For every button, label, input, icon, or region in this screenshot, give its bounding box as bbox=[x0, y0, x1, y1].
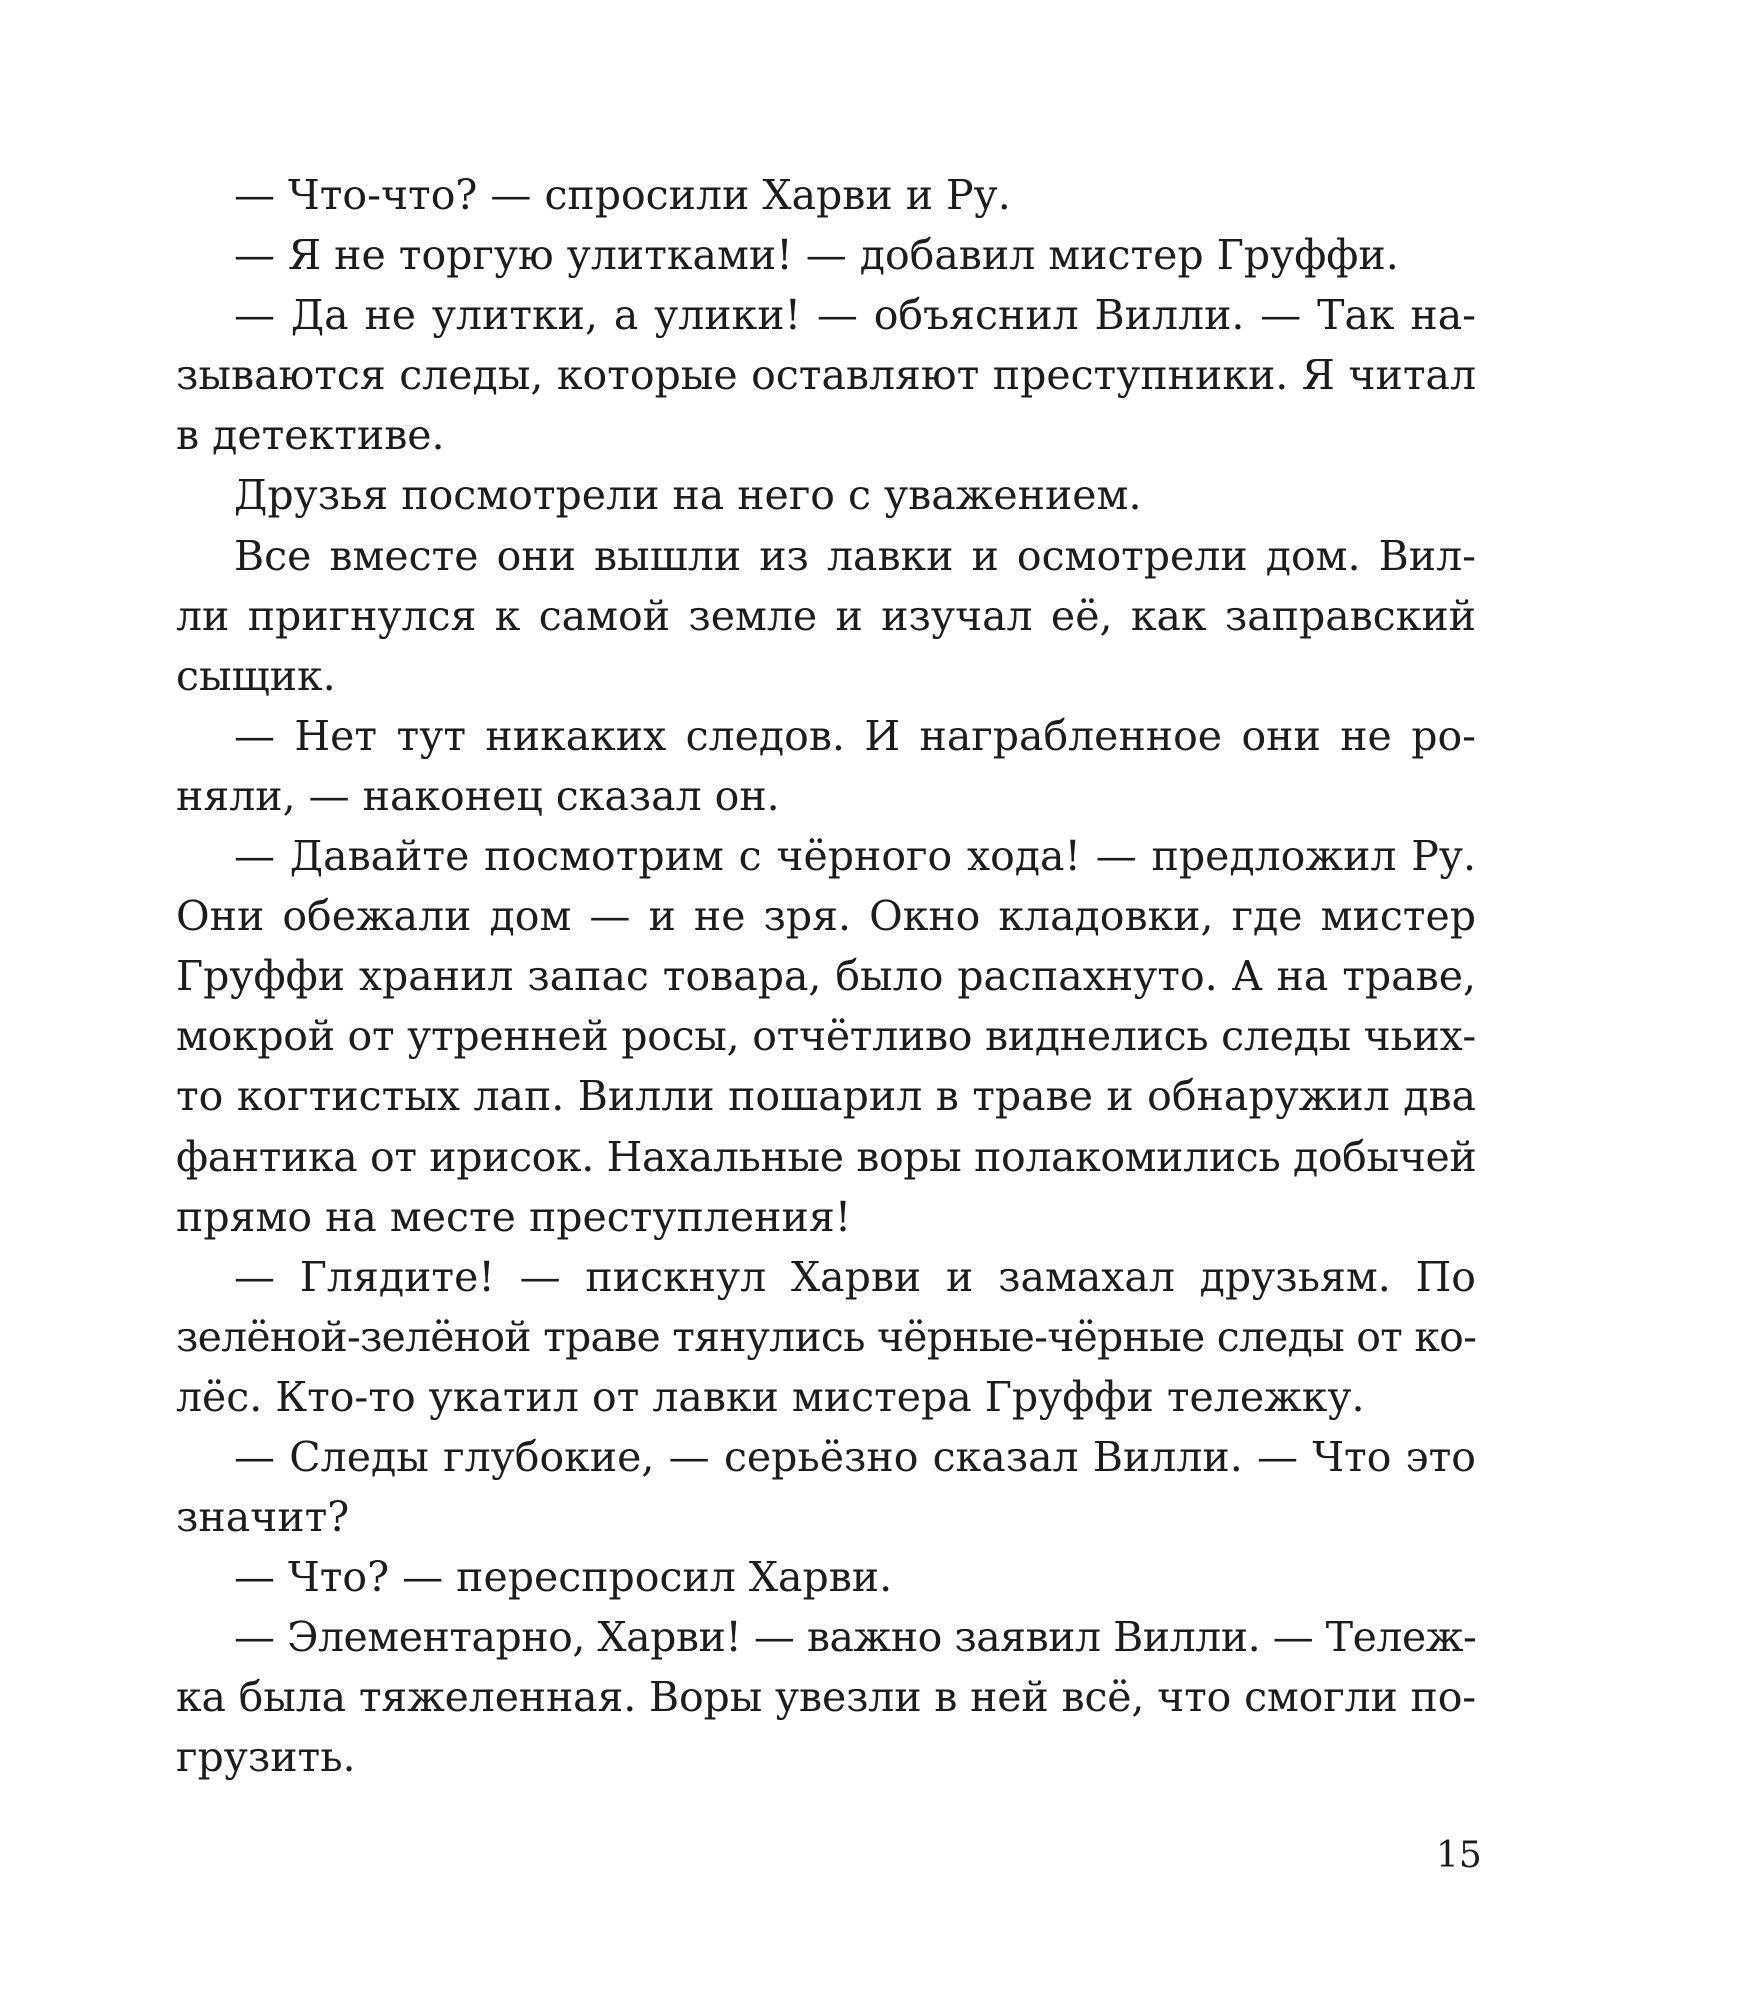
text-line: — Давайте посмотрим с чёрного хода! — предложил Ру. bbox=[234, 832, 1476, 881]
text-line: прямо на месте преступления! bbox=[176, 1192, 852, 1241]
text-line: ка была тяжеленная. Воры увезли в ней всё, что смогли по- bbox=[176, 1673, 1476, 1722]
page-number: 15 bbox=[1436, 1835, 1482, 1876]
text-line: сыщик. bbox=[176, 651, 336, 700]
text-line: ли пригнулся к самой земле и изучал её, как заправский bbox=[176, 591, 1476, 640]
text-line: то когтистых лап. Вилли пошарил в траве и обнаружил два bbox=[176, 1072, 1476, 1121]
text-line: — Следы глубокие, — серьёзно сказал Вилли. — Что это bbox=[234, 1432, 1476, 1481]
text-line: — Нет тут никаких следов. И награбленное они не ро- bbox=[234, 711, 1476, 760]
text-line: Груффи хранил запас товара, было распахнуто. А на траве, bbox=[176, 952, 1476, 1001]
text-line: зелёной-зелёной траве тянулись чёрные-чёрные следы от ко- bbox=[176, 1312, 1477, 1361]
text-line: — Я не торгую улитками! — добавил мистер Груффи. bbox=[234, 231, 1399, 280]
text-line: — Глядите! — пискнул Харви и замахал друзьям. По bbox=[234, 1252, 1476, 1301]
text-line: значит? bbox=[176, 1493, 350, 1542]
text-line: — Элементарно, Харви! — важно заявил Вилли. — Тележ- bbox=[234, 1613, 1477, 1662]
text-line: грузить. bbox=[176, 1733, 356, 1782]
text-line: Друзья посмотрели на него с уважением. bbox=[234, 471, 1142, 520]
text-line: лёс. Кто-то укатил от лавки мистера Груффи тележку. bbox=[176, 1372, 1365, 1421]
text-line: Они обежали дом — и не зря. Окно кладовки, где мистер bbox=[176, 892, 1476, 941]
body-text bbox=[176, 165, 1476, 1788]
text-line: зываются следы, которые оставляют преступники. Я читал bbox=[176, 351, 1476, 400]
text-line: няли, — наконец сказал он. bbox=[176, 771, 780, 820]
text-line: — Что? — переспросил Харви. bbox=[234, 1553, 893, 1602]
text-line: в детективе. bbox=[176, 411, 445, 460]
text-line: — Что-что? — спросили Харви и Ру. bbox=[234, 171, 1011, 219]
text-line: Все вместе они вышли из лавки и осмотрели дом. Вил- bbox=[234, 531, 1476, 580]
text-line: мокрой от утренней росы, отчётливо виднелись следы чьих- bbox=[176, 1012, 1476, 1061]
text-line: — Да не улитки, а улики! — объяснил Вилли. — Так на- bbox=[234, 291, 1476, 340]
text-line: фантика от ирисок. Нахальные воры полакомились добычей bbox=[176, 1132, 1477, 1181]
